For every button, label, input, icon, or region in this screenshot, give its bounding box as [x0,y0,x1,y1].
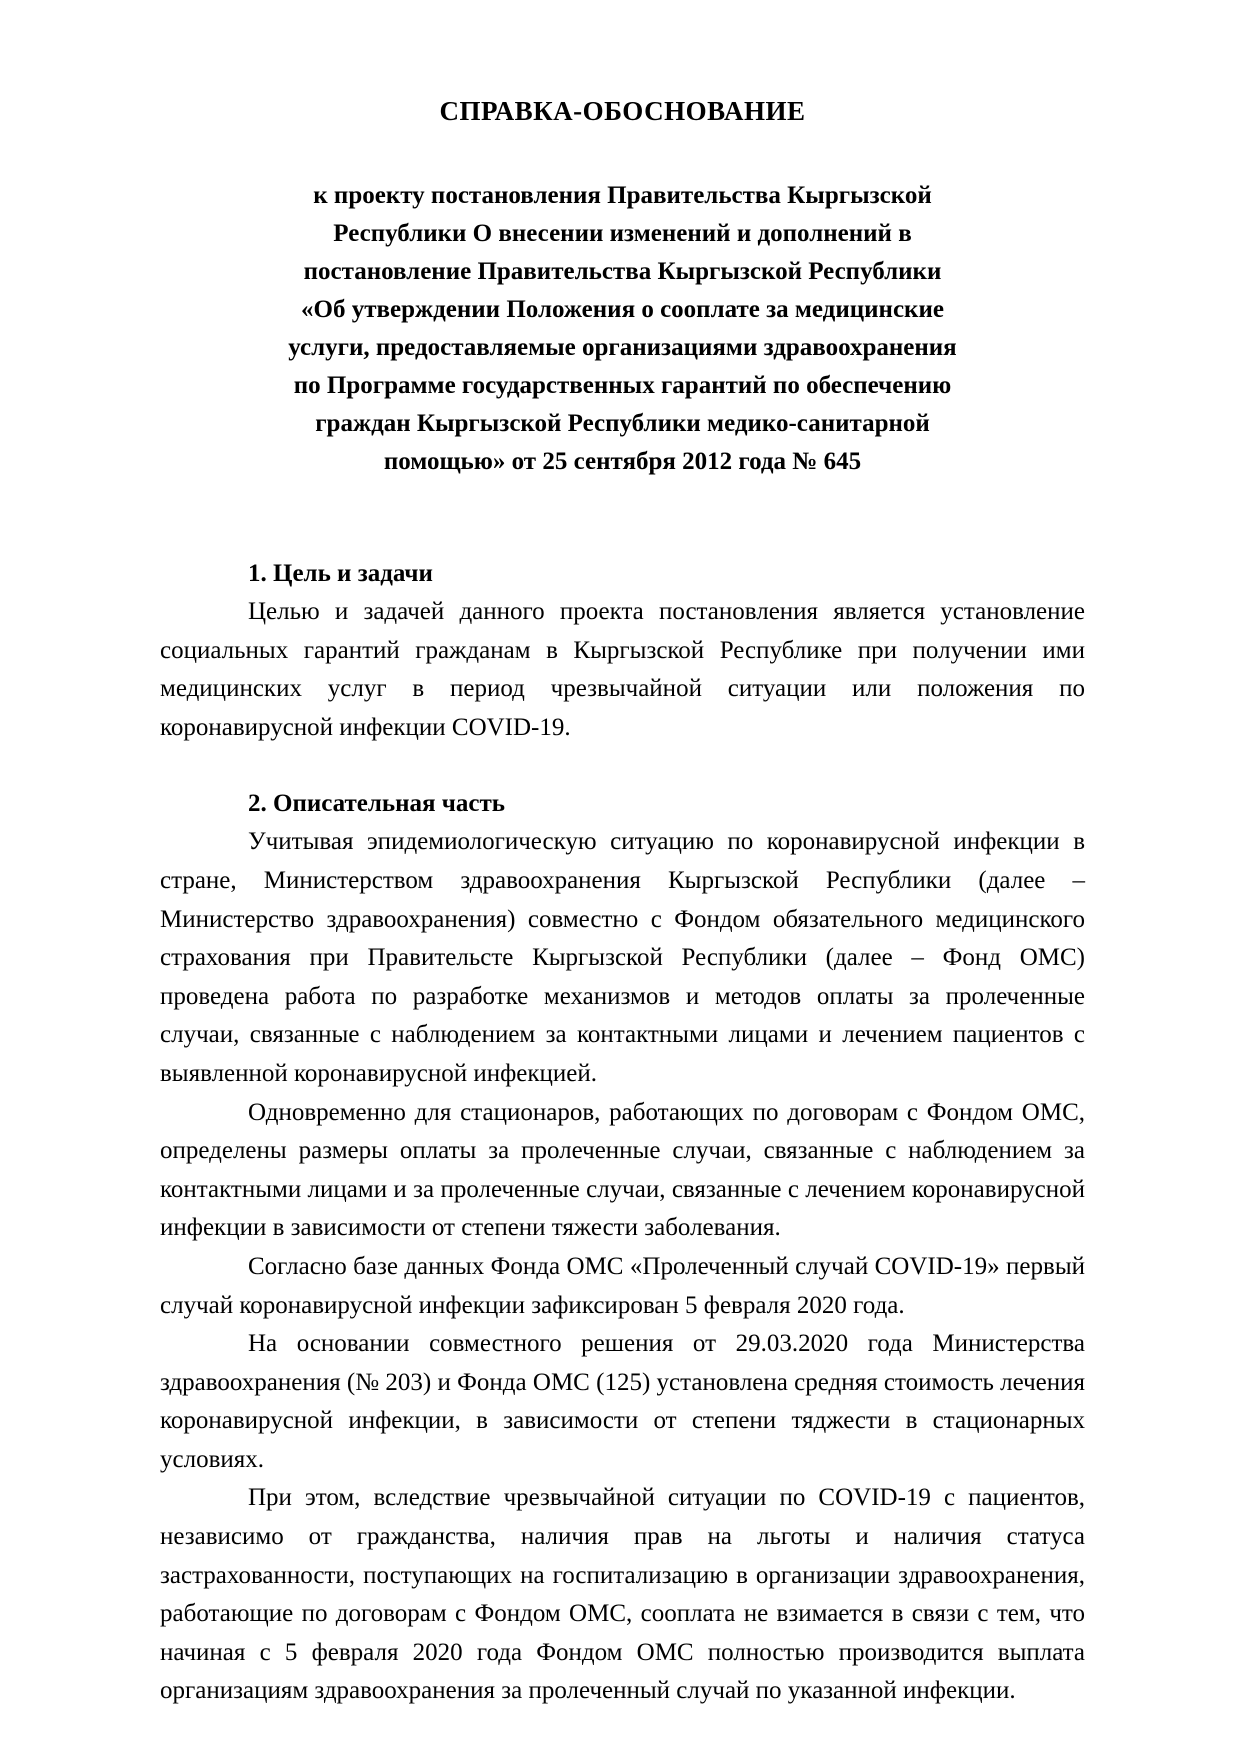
paragraph: Согласно базе данных Фонда ОМС «Пролеченный случай COVID-19» первый случай коронавирусной инфекции зафиксирован 5 февраля 2020 года. [160,1252,1085,1319]
subtitle-line: «Об утверждении Положения о сооплате за медицинские [301,296,944,323]
section-goals [160,555,1085,747]
page-title: СПРАВКА-ОБОСНОВАНИЕ [439,96,806,126]
paragraph: Целью и задачей данного проекта постановления является установление социальных гарантий гражданам в Кыргызской Республике при получении ими медицинских услуг в период чрезвычайной ситуации или положения по коронавирусной инфекции COVID-19. [160,598,1085,741]
subtitle-line: услуги, предоставляемые организациями здравоохранения [288,334,957,361]
subtitle-line: граждан Кыргызской Республики медико-санитарной [315,410,930,437]
paragraph: При этом, вследствие чрезвычайной ситуации по COVID-19 с пациентов, независимо от гражданства, наличия прав на льготы и наличия статуса застрахованности, поступающих на госпитализацию в организации здравоохранения, работающие по договорам с Фондом ОМС, сооплата не взимается в связи с тем, что начиная с 5 февраля 2020 года Фондом ОМС полностью производится выплата организациям здравоохранения за пролеченный случай по указанной инфекции. [160,1484,1085,1705]
paragraph: Одновременно для стационаров, работающих по договорам с Фондом ОМС, определены размеры оплаты за пролеченные случаи, связанные с наблюдением за контактными лицами и за пролеченные случаи, связанные с лечением коронавирусной инфекции в зависимости от степени тяжести заболевания. [160,1098,1085,1242]
document-subtitle [160,177,1085,481]
section-2-heading: 2. Описательная часть [248,790,506,818]
paragraph: На основании совместного решения от 29.03.2020 года Министерства здравоохранения (№ 203) и Фонда ОМС (125) установлена средняя стоимость лечения коронавирусной инфекции, в зависимости от степени тяджести в стационарных условиях. [160,1330,1085,1473]
subtitle-line: к проекту постановления Правительства Кыргызской [313,182,932,209]
subtitle-line: постановление Правительства Кыргызской Республики [303,258,942,285]
subtitle-line: Республики О внесении изменений и дополнений в [333,220,912,247]
subtitle-line: по Программе государственных гарантий по обеспечению [293,372,952,399]
subtitle-line: помощью» от 25 сентября 2012 года № 645 [383,448,862,475]
paragraph: Учитывая эпидемиологическую ситуацию по коронавирусной инфекции в стране, Министерством здравоохранения Кыргызской Республики (далее – Министерство здравоохранения) совместно с Фондом обязательного медицинского страхования при Правительсте Кыргызской Республики (далее – Фонд ОМС) проведена работа по разработке механизмов и методов оплаты за пролеченные случаи, связанные с наблюдением за контактными лицами и лечением пациентов с выявленной коронавирусной инфекцией. [160,828,1085,1087]
section-descriptive [160,785,1085,1711]
section-1-heading: 1. Цель и задачи [248,560,433,587]
